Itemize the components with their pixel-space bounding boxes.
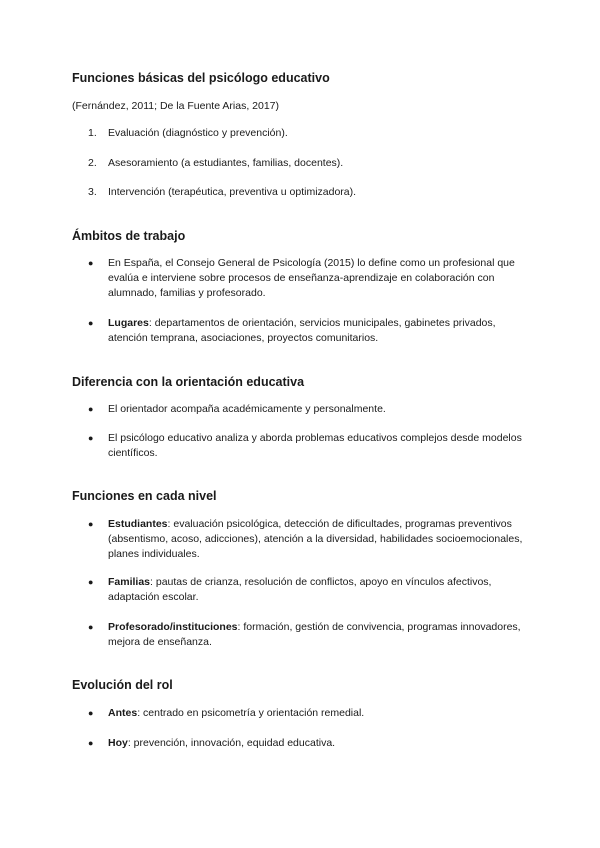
list-item-text: Lugares: departamentos de orientación, servicios municipales, gabinetes privados, atención temprana, asociaciones, proyectos comunitarios. (108, 317, 496, 344)
list-item-text: En España, el Consejo General de Psicología (2015) lo define como un profesional que evalúa e interviene sobre procesos de enseñanza-aprendizaje en colaboración con alumnado, familias y profesorado. (108, 257, 515, 299)
bullet-icon: ● (88, 577, 94, 587)
list-item-text: El psicólogo educativo analiza y aborda problemas educativos complejos desde modelos científicos. (108, 432, 522, 459)
heading-funciones-nivel: Funciones en cada nivel (72, 489, 217, 503)
list-item-text: Evaluación (diagnóstico y prevención). (108, 127, 288, 139)
heading-evolucion: Evolución del rol (72, 678, 173, 692)
heading-funciones-basicas: Funciones básicas del psicólogo educativo (72, 71, 330, 85)
list-item-text: El orientador acompaña académicamente y personalmente. (108, 403, 386, 415)
bullet-icon: ● (88, 738, 94, 748)
list-item-text: Hoy: prevención, innovación, equidad educativa. (108, 737, 336, 749)
list-item-text: Profesorado/instituciones: formación, gestión de convivencia, programas innovadores, mejora de enseñanza. (108, 621, 521, 648)
list-number: 1. (88, 127, 97, 139)
heading-ambitos: Ámbitos de trabajo (72, 229, 186, 243)
list-item-text: Estudiantes: evaluación psicológica, detección de dificultades, programas preventivos (absentismo, acoso, adicciones), atención a la diversidad, habilidades socioemocionales, planes individuales. (108, 518, 523, 560)
bullet-icon: ● (88, 433, 94, 443)
bullet-icon: ● (88, 519, 94, 529)
list-item-text: Antes: centrado en psicometría y orientación remedial. (108, 707, 365, 719)
list-item-text: Asesoramiento (a estudiantes, familias, docentes). (108, 157, 344, 169)
bullet-icon: ● (88, 258, 94, 268)
bullet-icon: ● (88, 708, 94, 718)
heading-diferencia: Diferencia con la orientación educativa (72, 375, 305, 389)
list-number: 3. (88, 186, 97, 198)
list-number: 2. (88, 157, 97, 169)
bullet-icon: ● (88, 318, 94, 328)
bullet-icon: ● (88, 622, 94, 632)
list-item-text: Familias: pautas de crianza, resolución de conflictos, apoyo en vínculos afectivos, adaptación escolar. (108, 576, 492, 603)
list-item-text: Intervención (terapéutica, preventiva u optimizadora). (108, 186, 357, 198)
citation: (Fernández, 2011; De la Fuente Arias, 2017) (72, 100, 280, 112)
bullet-icon: ● (88, 404, 94, 414)
